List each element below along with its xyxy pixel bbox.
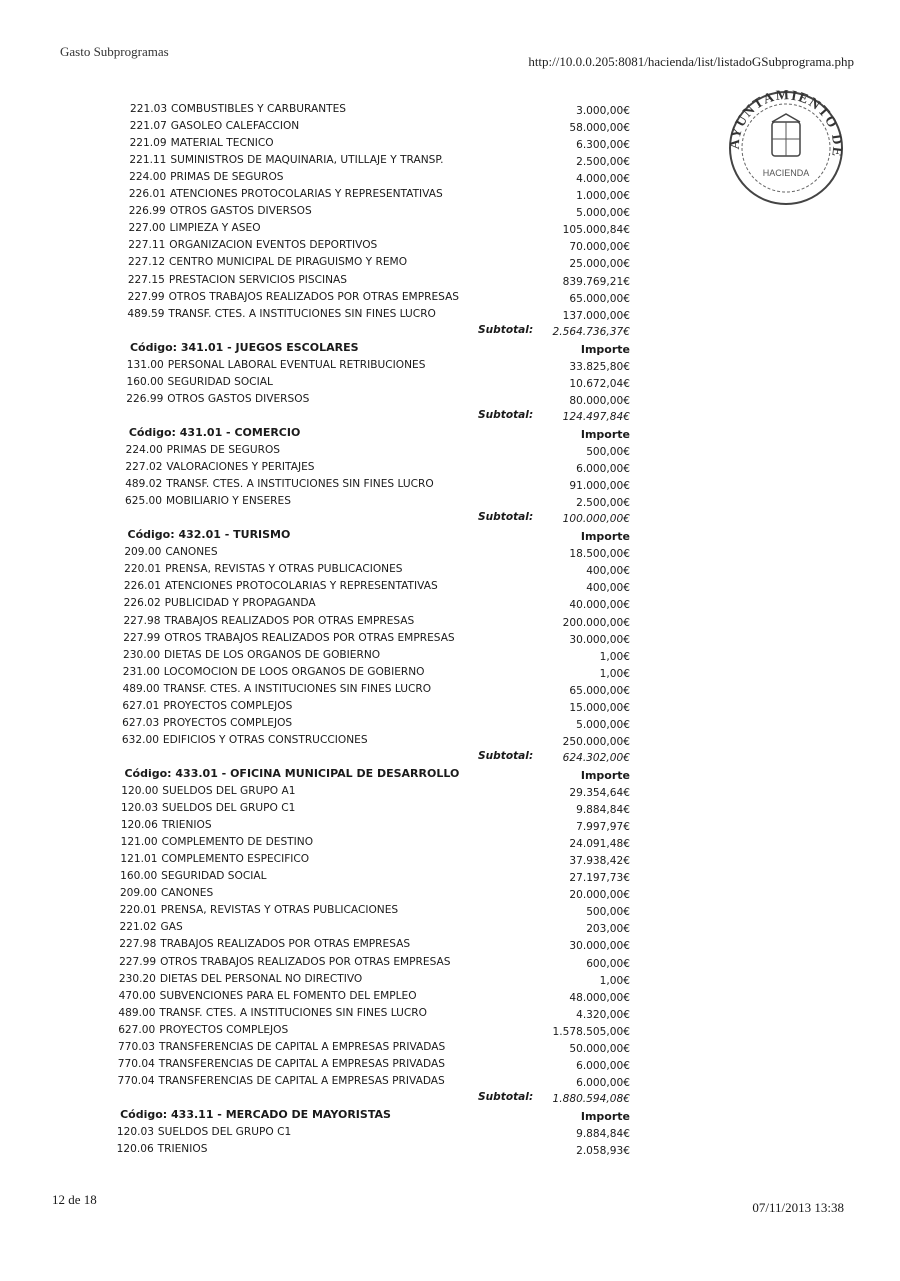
expense-amount: 2.058,93€ [576, 1145, 630, 1158]
expense-row [124, 561, 402, 577]
expense-row [118, 1056, 445, 1072]
expense-description: LIMPIEZA Y ASEO [169, 222, 261, 235]
page-number: 12 de 18 [52, 1192, 97, 1207]
expense-row [118, 1005, 427, 1021]
expense-description: TRABAJOS REALIZADOS POR OTRAS EMPRESAS [164, 614, 415, 627]
expense-code: 221.07 [129, 120, 167, 133]
expense-row [124, 544, 217, 560]
expense-code: 230.00 [123, 648, 161, 661]
expense-row [127, 374, 273, 390]
subtotal-label: Subtotal: [478, 749, 534, 762]
expense-amount: 18.500,00€ [569, 548, 630, 561]
expense-description: COMPLEMENTO ESPECIFICO [161, 853, 310, 866]
expense-amount: 80.000,00€ [569, 394, 630, 407]
expense-amount: 1,00€ [599, 974, 630, 987]
expense-code: 160.00 [120, 870, 158, 883]
expense-code: 160.00 [126, 375, 164, 388]
expense-description: OTROS GASTOS DIVERSOS [169, 205, 312, 218]
expense-amount: 5.000,00€ [576, 207, 630, 220]
expense-row [124, 595, 316, 611]
expense-amount: 5.000,00€ [576, 718, 630, 731]
expense-row [130, 135, 274, 151]
expense-code: 120.00 [121, 785, 159, 797]
municipal-seal-stamp [724, 86, 848, 210]
expense-row [119, 971, 362, 987]
expense-amount: 2.500,00€ [576, 497, 630, 510]
expense-description: TRABAJOS REALIZADOS POR OTRAS EMPRESAS [160, 938, 411, 951]
expense-amount: 70.000,00€ [569, 241, 630, 254]
expense-amount: 58.000,00€ [569, 122, 630, 135]
expense-code: 625.00 [124, 495, 163, 508]
expense-row [126, 391, 309, 407]
importe-header: Importe [580, 768, 630, 782]
expense-code: 632.00 [121, 733, 159, 746]
subtotal-value: 2.564.736,37€ [552, 325, 630, 338]
expense-description: PRIMAS DE SEGUROS [170, 171, 284, 184]
expense-row [128, 272, 347, 288]
expense-description: ATENCIONES PROTOCOLARIAS Y REPRESENTATIVAS [164, 580, 438, 593]
expense-row [130, 101, 346, 117]
expense-row [127, 306, 436, 322]
expense-amount: 839.769,21€ [562, 275, 630, 288]
expense-code: 120.03 [121, 802, 159, 815]
expense-code: 120.06 [116, 1143, 154, 1156]
expense-amount: 200.000,00€ [562, 616, 630, 629]
expense-code: 227.12 [128, 256, 166, 269]
expense-row [123, 647, 380, 663]
expense-amount: 400,00€ [586, 565, 630, 578]
expense-amount: 2.500,00€ [576, 156, 630, 169]
expense-description: PROYECTOS COMPLEJOS [159, 1023, 289, 1036]
expense-code: 226.01 [123, 580, 161, 593]
importe-header: Importe [580, 427, 630, 441]
expense-description: COMPLEMENTO DE DESTINO [161, 836, 314, 849]
expense-description: TRANSFERENCIAS DE CAPITAL A EMPRESAS PRIVADAS [158, 1040, 446, 1053]
expense-code: 770.04 [117, 1057, 155, 1070]
expense-description: VALORACIONES Y PERITAJES [166, 461, 315, 474]
expense-row [129, 186, 443, 202]
page-header-url: http://10.0.0.205:8081/hacienda/list/listadoGSubprograma.php [528, 54, 854, 69]
expense-description: PUBLICIDAD Y PROPAGANDA [164, 597, 316, 610]
expense-amount: 105.000,84€ [562, 224, 630, 237]
expense-description: CENTRO MUNICIPAL DE PIRAGUISMO Y REMO [169, 256, 408, 269]
expense-amount: 1,00€ [599, 667, 630, 680]
subtotal-label: Subtotal: [478, 323, 534, 336]
expense-code: 226.02 [123, 597, 161, 610]
expense-amount: 24.091,48€ [569, 838, 630, 851]
subtotal-value: 1.880.594,08€ [552, 1092, 630, 1105]
expense-description: TRANSFERENCIAS DE CAPITAL A EMPRESAS PRIVADAS [158, 1074, 445, 1087]
expense-row [122, 698, 292, 714]
expense-amount: 40.000,00€ [569, 599, 630, 612]
expense-amount: 65.000,00€ [569, 292, 630, 305]
expense-row [128, 220, 260, 236]
expense-code: 224.00 [129, 171, 167, 184]
section-code-title: Código: 433.11 - MERCADO DE MAYORISTAS [120, 1107, 391, 1121]
expense-code: 224.00 [125, 444, 163, 456]
expense-amount: 25.000,00€ [569, 258, 630, 271]
expense-amount: 27.197,73€ [569, 872, 630, 885]
expense-description: TRIENIOS [161, 819, 212, 832]
expense-description: PROYECTOS COMPLEJOS [163, 699, 293, 712]
expense-row [128, 254, 407, 270]
expense-code: 120.06 [120, 819, 158, 832]
expense-description: PRESTACION SERVICIOS PISCINAS [168, 273, 348, 286]
expense-row [128, 289, 459, 305]
expense-amount: 6.000,00€ [576, 1059, 630, 1072]
section-code-title: Código: 432.01 - TURISMO [127, 528, 291, 542]
expense-code: 627.01 [122, 699, 160, 712]
expense-code: 470.00 [118, 989, 156, 1002]
expense-row [124, 578, 438, 594]
expense-code: 231.00 [122, 665, 160, 678]
section-code-title: Código: 341.01 - JUEGOS ESCOLARES [129, 340, 359, 354]
expense-code: 230.20 [118, 972, 156, 985]
expense-code: 227.99 [123, 631, 161, 644]
expense-row [127, 357, 426, 373]
expense-code: 227.11 [128, 239, 166, 252]
stamp-text-top: AYUNTAMIENTO DE [727, 88, 845, 159]
expense-code: 489.00 [122, 682, 160, 695]
expense-row [123, 664, 425, 680]
expense-code: 227.99 [127, 290, 165, 303]
expense-code: 227.99 [119, 955, 157, 968]
expense-amount: 30.000,00€ [569, 940, 630, 953]
expense-code: 227.15 [127, 273, 165, 286]
expense-code: 227.98 [123, 614, 161, 627]
expense-description: DIETAS DE LOS ORGANOS DE GOBIERNO [164, 648, 381, 661]
expense-description: SEGURIDAD SOCIAL [161, 870, 267, 883]
expense-description: SUELDOS DEL GRUPO C1 [157, 1126, 292, 1138]
expense-code: 227.00 [128, 222, 166, 235]
expense-description: ORGANIZACION EVENTOS DEPORTIVOS [169, 239, 378, 252]
expense-amount: 203,00€ [586, 923, 630, 936]
importe-header: Importe [580, 342, 630, 356]
expense-description: OTROS GASTOS DIVERSOS [167, 392, 310, 405]
expense-code: 770.04 [117, 1074, 155, 1087]
expense-description: OTROS TRABAJOS REALIZADOS POR OTRAS EMPRESAS [160, 955, 451, 968]
expense-amount: 1,00€ [599, 650, 630, 663]
expense-code: 220.01 [119, 904, 157, 917]
expense-amount: 250.000,00€ [562, 735, 630, 748]
expense-row [121, 783, 295, 799]
expense-code: 221.03 [130, 103, 168, 115]
expense-row [125, 476, 434, 492]
expense-code: 221.09 [129, 137, 167, 150]
section-code-title: Código: 431.01 - COMERCIO [128, 425, 301, 439]
expense-code: 770.03 [117, 1040, 156, 1053]
expense-amount: 500,00€ [586, 446, 630, 458]
expense-description: LOCOMOCION DE LOOS ORGANOS DE GOBIERNO [163, 665, 425, 678]
expense-description: COMBUSTIBLES Y CARBURANTES [171, 103, 347, 115]
expense-row [118, 1022, 288, 1038]
expense-row [120, 902, 398, 918]
expense-row [120, 885, 213, 901]
expense-amount: 4.000,00€ [576, 173, 630, 186]
expense-description: DIETAS DEL PERSONAL NO DIRECTIVO [159, 972, 363, 985]
expense-description: SEGURIDAD SOCIAL [167, 375, 273, 388]
importe-header: Importe [580, 1109, 630, 1123]
expense-description: ATENCIONES PROTOCOLARIAS Y REPRESENTATIVAS [169, 188, 443, 201]
expense-code: 121.00 [120, 836, 158, 849]
expense-amount: 37.938,42€ [569, 855, 630, 868]
expense-description: SUELDOS DEL GRUPO A1 [162, 785, 296, 797]
expense-amount: 6.000,00€ [576, 1076, 630, 1089]
section-code-title: Código: 433.01 - OFICINA MUNICIPAL DE DESARROLLO [124, 766, 460, 780]
expense-amount: 9.884,84€ [576, 804, 630, 817]
stamp-text-inner: HACIENDA [762, 168, 810, 178]
expense-amount: 20.000,00€ [569, 889, 630, 902]
expense-code: 627.00 [118, 1023, 156, 1036]
expense-row [129, 169, 283, 185]
expense-code: 489.59 [127, 307, 165, 320]
expense-description: SUELDOS DEL GRUPO C1 [162, 802, 296, 815]
expense-row [126, 442, 280, 458]
expense-code: 209.00 [124, 546, 162, 559]
subtotal-value: 624.302,00€ [562, 751, 630, 764]
subtotal-value: 124.497,84€ [562, 410, 630, 423]
expense-row [122, 715, 292, 731]
expense-row [120, 868, 266, 884]
expense-description: PRENSA, REVISTAS Y OTRAS PUBLICACIONES [165, 563, 403, 576]
expense-amount: 91.000,00€ [569, 480, 630, 493]
expense-row [120, 919, 183, 935]
expense-code: 221.11 [129, 154, 167, 167]
expense-row [125, 459, 314, 475]
expense-description: MOBILIARIO Y ENSERES [165, 495, 291, 508]
expense-row [117, 1141, 208, 1157]
expense-amount: 137.000,00€ [562, 309, 630, 322]
expense-amount: 500,00€ [586, 906, 630, 919]
importe-header: Importe [580, 530, 630, 544]
expense-amount: 48.000,00€ [569, 991, 630, 1004]
expense-amount: 1.000,00€ [576, 190, 630, 203]
expense-description: EDIFICIOS Y OTRAS CONSTRUCCIONES [162, 733, 368, 746]
expense-description: GAS [160, 921, 183, 934]
expense-description: MATERIAL TECNICO [170, 137, 274, 150]
expense-amount: 29.354,64€ [569, 787, 630, 799]
expense-code: 226.99 [126, 392, 164, 405]
expense-row [119, 936, 410, 952]
expense-description: CANONES [165, 546, 218, 559]
expense-code: 220.01 [124, 563, 162, 576]
expense-description: SUBVENCIONES PARA EL FOMENTO DEL EMPLEO [159, 989, 417, 1002]
expense-row [120, 851, 309, 867]
expense-amount: 7.997,97€ [576, 821, 630, 834]
expense-description: OTROS TRABAJOS REALIZADOS POR OTRAS EMPRESAS [164, 631, 455, 644]
expense-description: PROYECTOS COMPLEJOS [163, 716, 293, 729]
expense-row [123, 630, 454, 646]
subtotal-label: Subtotal: [478, 511, 534, 524]
expense-amount: 6.000,00€ [576, 463, 630, 476]
print-datetime: 07/11/2013 13:38 [752, 1200, 844, 1215]
expense-row [121, 817, 212, 833]
expense-code: 227.02 [125, 461, 163, 474]
expense-amount: 10.672,04€ [569, 377, 630, 390]
expense-description: GASOLEO CALEFACCION [170, 120, 300, 133]
expense-code: 209.00 [119, 887, 158, 900]
expense-amount: 33.825,80€ [569, 360, 630, 373]
expense-code: 227.98 [119, 938, 157, 951]
expense-amount: 50.000,00€ [569, 1042, 630, 1055]
expense-amount: 15.000,00€ [569, 701, 630, 714]
subtotal-value: 100.000,00€ [562, 513, 630, 526]
expense-row [117, 1124, 291, 1140]
expense-row [119, 954, 450, 970]
expense-row [123, 681, 432, 697]
expense-amount: 3.000,00€ [576, 105, 630, 117]
expense-code: 121.01 [120, 853, 158, 866]
subtotal-label: Subtotal: [478, 408, 534, 421]
expense-description: CANONES [160, 887, 214, 900]
expense-description: TRANSF. CTES. A INSTITUCIONES SIN FINES LUCRO [159, 1006, 427, 1019]
expense-amount: 600,00€ [586, 957, 630, 970]
expense-row [129, 203, 312, 219]
page-header-title: Gasto Subprogramas [60, 44, 169, 59]
expense-code: 489.02 [125, 478, 163, 491]
expense-row [118, 1039, 445, 1055]
subtotal-label: Subtotal: [478, 1090, 534, 1103]
expense-description: OTROS TRABAJOS REALIZADOS POR OTRAS EMPRESAS [168, 290, 460, 303]
expense-amount: 30.000,00€ [569, 633, 630, 646]
expense-description: SUMINISTROS DE MAQUINARIA, UTILLAJE Y TRANSP. [170, 154, 444, 167]
expense-amount: 4.320,00€ [576, 1008, 630, 1021]
expense-description: PERSONAL LABORAL EVENTUAL RETRIBUCIONES [167, 358, 426, 371]
expense-description: PRIMAS DE SEGUROS [166, 444, 281, 456]
expense-code: 131.00 [126, 358, 164, 371]
expense-row [128, 237, 377, 253]
expense-description: TRANSF. CTES. A INSTITUCIONES SIN FINES LUCRO [163, 682, 432, 695]
expense-code: 489.00 [118, 1006, 156, 1019]
expense-code: 221.02 [119, 921, 157, 934]
expense-amount: 65.000,00€ [569, 684, 630, 697]
expense-description: PRENSA, REVISTAS Y OTRAS PUBLICACIONES [160, 904, 399, 917]
expense-description: TRIENIOS [157, 1143, 208, 1156]
expense-amount: 400,00€ [586, 582, 630, 595]
expense-description: TRANSFERENCIAS DE CAPITAL A EMPRESAS PRIVADAS [158, 1057, 445, 1070]
expense-row [119, 988, 417, 1004]
expense-row [118, 1073, 445, 1089]
expense-row [129, 152, 443, 168]
expense-code: 226.01 [128, 188, 166, 201]
expense-code: 226.99 [128, 205, 166, 218]
expense-amount: 6.300,00€ [576, 139, 630, 152]
expense-description: TRANSF. CTES. A INSTITUCIONES SIN FINES LUCRO [168, 307, 436, 320]
expense-code: 627.03 [122, 716, 160, 729]
expense-row [123, 613, 414, 629]
expense-row [121, 834, 313, 850]
expense-description: TRANSF. CTES. A INSTITUCIONES SIN FINES LUCRO [166, 478, 434, 491]
expense-row [122, 732, 368, 748]
expense-row [130, 118, 299, 134]
expense-code: 120.03 [116, 1126, 154, 1138]
expense-row [121, 800, 295, 816]
expense-row [125, 493, 291, 509]
expense-amount: 1.578.505,00€ [552, 1025, 630, 1038]
expense-amount: 9.884,84€ [576, 1128, 630, 1140]
